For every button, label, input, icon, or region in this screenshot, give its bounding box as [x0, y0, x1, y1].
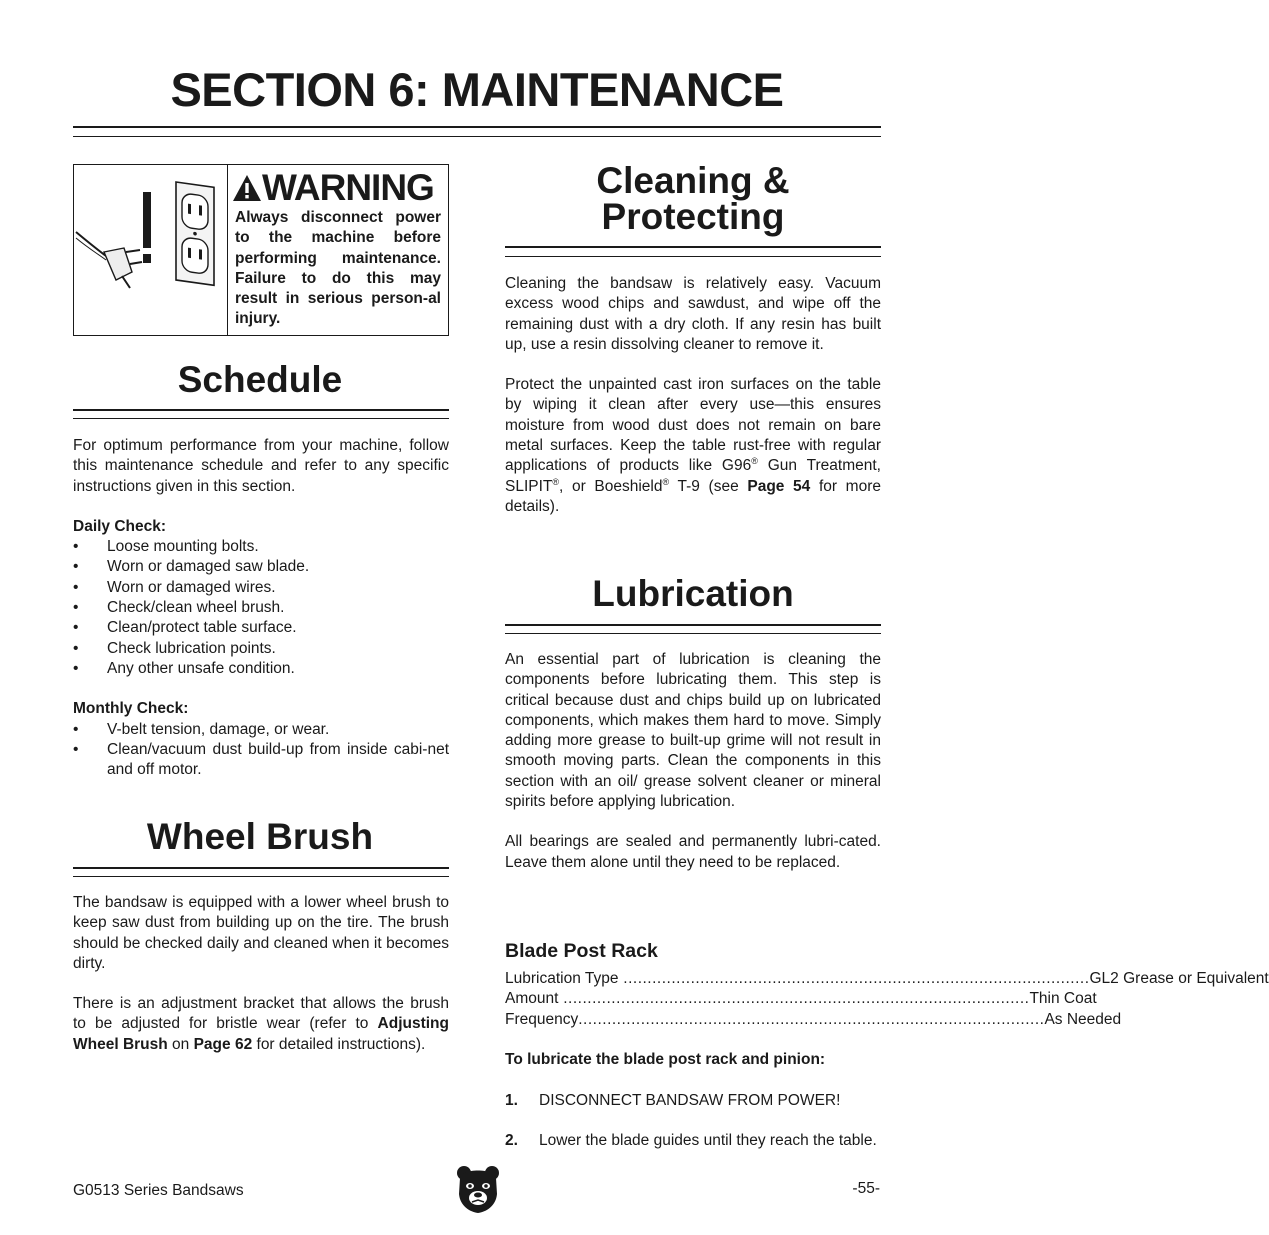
wheel-brush-column [73, 893, 449, 1055]
spec-label: Amount [505, 990, 559, 1008]
schedule-rule-top [73, 409, 449, 411]
procedure-step [505, 1091, 881, 1111]
wheel-brush-paragraph-1: The bandsaw is equipped with a lower wheel brush to keep saw dust from building up on the tire. The brush should be checked daily and cleaned when it becomes dirty. [73, 894, 449, 972]
lubrication-rule-top [505, 624, 881, 626]
step-number: 1. [505, 1092, 518, 1109]
monthly-check-list [73, 720, 449, 781]
list-item: • Check lubrication points. [73, 639, 276, 657]
spec-label: Lubrication Type [505, 970, 619, 987]
step-number: 2. [505, 1132, 518, 1150]
procedure-steps [505, 1091, 881, 1152]
step-text: DISCONNECT BANDSAW FROM POWER! [539, 1092, 841, 1109]
wheel-brush-heading: Wheel Brush [146, 816, 374, 857]
exclamation-icon [143, 192, 151, 263]
schedule-column [73, 436, 449, 780]
wheel-brush-rule-bottom [73, 876, 449, 877]
procedure-title: To lubricate the blade post rack and pinion: [505, 1051, 826, 1068]
page-62-ref: Page 62 [193, 1035, 253, 1053]
cleaning-rule-bottom [505, 256, 881, 257]
wheel-brush-paragraph-2: There is an adjustment bracket that allows the brush to be adjusted for bristle wear (refer to Adjusting Wheel Brush on Page 62 for detailed instructions). [73, 995, 449, 1053]
cleaning-heading [505, 160, 881, 237]
spec-row: Lubrication Type ................................................................................................. GL2 Grease or Equivalent [505, 969, 877, 989]
schedule-intro: For optimum performance from your machine, follow this maintenance schedule and refer to any specific instructions given in this section. [73, 437, 449, 495]
spec-value: GL2 Grease or Equivalent [1089, 970, 1269, 987]
page-54-ref: Page 54 [747, 477, 811, 495]
lubrication-paragraph-1: An essential part of lubrication is cleaning the components before lubricating them. This step is critical because dust and chips build up on lubricated components, which makes them hard to move. Simply adding more grease to built-up grime will not result in smooth moving parts. Clean the components in this section with an oil/ grease solvent cleaner or mineral spirits before applying lubrication. [505, 651, 881, 811]
list-item: • Loose mounting bolts. [73, 538, 259, 556]
wall-outlet-icon [176, 182, 214, 285]
lubrication-paragraph-2: All bearings are sealed and permanently lubri-cated. Leave them alone until they need to be replaced. [505, 833, 881, 871]
page-number: -55- [852, 1180, 880, 1197]
cleaning-paragraph-2: Protect the unpainted cast iron surfaces on the table by wiping it clean after every use—this ensures moisture from wood dust does not remain on bare metal surfaces. Keep the table rust-free with regular applications of products like G96® Gun Treatment, SLIPIT®, or Boeshield® T-9 (see Page 54 for more details). [505, 376, 881, 515]
power-plug-icon [76, 232, 142, 288]
spec-value: As Needed [1044, 1010, 1122, 1028]
spec-label: Frequency [505, 1010, 579, 1028]
power-plug-outlet-illustration [76, 180, 224, 300]
title-rule-top [73, 126, 881, 128]
daily-check-list [73, 537, 449, 679]
procedure-step [505, 1131, 881, 1151]
daily-check-label: Daily Check: [73, 517, 167, 535]
cleaning-rule-top [505, 246, 881, 248]
lubrication-rule-bottom [505, 633, 881, 634]
spec-value: Thin Coat [1029, 990, 1097, 1008]
spec-table [505, 969, 1269, 1030]
warning-triangle-icon [232, 173, 262, 203]
list-item: • V-belt tension, damage, or wear. [73, 720, 330, 738]
monthly-check-label: Monthly Check: [73, 700, 189, 718]
wheel-brush-rule-top [73, 867, 449, 869]
warning-text: Always disconnect power to the machine before performing maintenance. Failure to do this may result in serious person-al injury. [235, 209, 441, 328]
lubrication-heading: Lubrication [592, 573, 794, 614]
blade-post-rack-heading: Blade Post Rack [505, 940, 658, 962]
list-item: • Clean/protect table surface. [73, 619, 297, 637]
cleaning-heading-line-1: Cleaning & [596, 160, 790, 201]
bear-logo-icon [456, 1164, 500, 1214]
title-rule-bottom [73, 136, 881, 137]
spec-row: Amount ................................................................................................. Thin Coat [505, 989, 877, 1009]
page-title: SECTION 6: MAINTENANCE [170, 63, 784, 116]
lubrication-column [505, 650, 881, 873]
cleaning-column [505, 274, 881, 517]
list-item: • Worn or damaged wires. [73, 578, 276, 596]
step-text: Lower the blade guides until they reach the table. [539, 1132, 877, 1150]
schedule-heading: Schedule [177, 359, 343, 400]
cleaning-paragraph-1: Cleaning the bandsaw is relatively easy. Vacuum excess wood chips and sawdust, and wipe off the remaining dust with a dry cloth. If any resin has built up, use a resin dissolving cleaner to remove it. [505, 275, 881, 353]
spec-row: Frequency ................................................................................................. As Needed [505, 1010, 877, 1030]
adjusting-wheel-brush-ref: Adjusting Wheel Brush [73, 1015, 449, 1053]
list-item: • Check/clean wheel brush. [73, 599, 285, 617]
warning-divider [227, 164, 228, 336]
footer-title: G0513 Series Bandsaws [73, 1182, 244, 1199]
list-item: • Any other unsafe condition. [73, 659, 295, 677]
schedule-rule-bottom [73, 418, 449, 419]
warning-title [232, 168, 434, 208]
warning-title-text: WARNING [262, 167, 434, 208]
cleaning-heading-line-2: Protecting [601, 196, 785, 237]
list-item: • Worn or damaged saw blade. [73, 558, 310, 576]
list-item: • Clean/vacuum dust build-up from inside cabi-net and off motor. [73, 740, 449, 779]
